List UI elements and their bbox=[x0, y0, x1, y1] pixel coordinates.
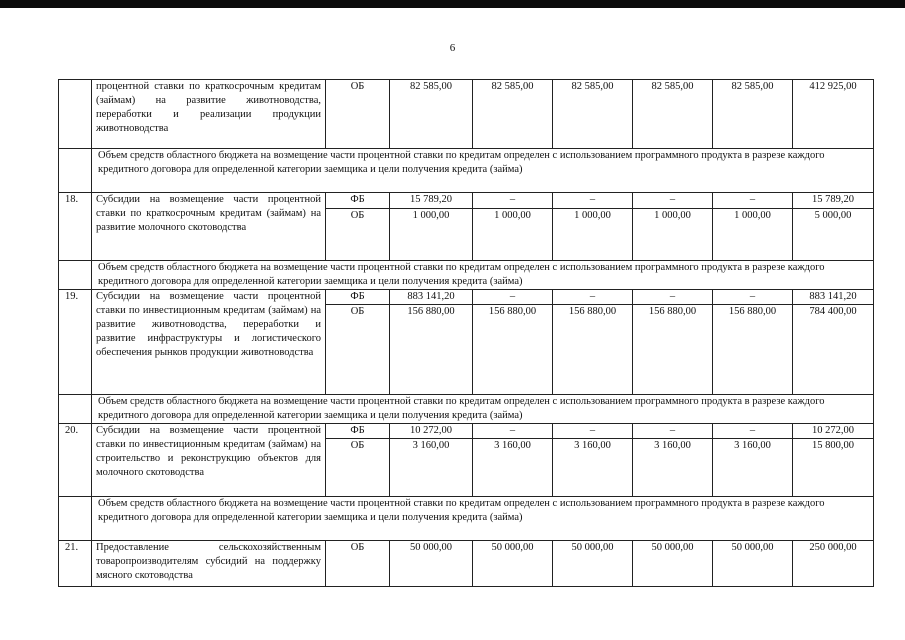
source-fb: ФБ bbox=[326, 290, 390, 305]
value-year-4: – bbox=[633, 424, 713, 439]
value-year-5: 1 000,00 bbox=[713, 209, 793, 261]
source-ob: ОБ bbox=[326, 305, 390, 395]
value-year-5: 82 585,00 bbox=[713, 80, 793, 149]
value-total: 15 789,20 bbox=[793, 193, 874, 209]
row-number: 19. bbox=[59, 290, 92, 395]
value-year-1: 1 000,00 bbox=[390, 209, 473, 261]
value-year-3: 1 000,00 bbox=[553, 209, 633, 261]
value-year-4: – bbox=[633, 193, 713, 209]
value-year-5: 156 880,00 bbox=[713, 305, 793, 395]
row-description: Субсидии на возмещение части процентной ставки по краткосрочным кредитам (займам) на развитие молочного скотоводства bbox=[92, 193, 326, 261]
value-year-3: – bbox=[553, 193, 633, 209]
table-row-19-fb bbox=[59, 290, 874, 305]
row-number bbox=[59, 80, 92, 149]
row-note: Объем средств областного бюджета на возмещение части процентной ставки по кредитам определен с использованием программного продукта в разрезе каждого кредитного договора для определенной категории заемщика и цели получения кредита (займа) bbox=[92, 497, 874, 541]
source-ob: ОБ bbox=[326, 541, 390, 587]
value-year-5: – bbox=[713, 193, 793, 209]
value-year-5: 50 000,00 bbox=[713, 541, 793, 587]
value-year-4: – bbox=[633, 290, 713, 305]
table-row-19-note bbox=[59, 395, 874, 424]
table-row-18-note bbox=[59, 261, 874, 290]
value-year-4: 156 880,00 bbox=[633, 305, 713, 395]
value-total: 5 000,00 bbox=[793, 209, 874, 261]
value-year-3: – bbox=[553, 424, 633, 439]
table-row-17-note bbox=[59, 149, 874, 193]
value-year-3: 156 880,00 bbox=[553, 305, 633, 395]
table-row-21-ob bbox=[59, 541, 874, 587]
value-year-3: – bbox=[553, 290, 633, 305]
value-year-5: – bbox=[713, 290, 793, 305]
value-total: 15 800,00 bbox=[793, 439, 874, 497]
row-number: 21. bbox=[59, 541, 92, 587]
value-total: 10 272,00 bbox=[793, 424, 874, 439]
value-year-2: 50 000,00 bbox=[473, 541, 553, 587]
value-year-4: 1 000,00 bbox=[633, 209, 713, 261]
row-description: Субсидии на возмещение части процентной ставки по инвестиционным кредитам (займам) на развитие животноводства, переработки и развитие инфраструктуры и логистического обеспечения рынков продукции животноводства bbox=[92, 290, 326, 395]
source-fb: ФБ bbox=[326, 193, 390, 209]
value-year-4: 3 160,00 bbox=[633, 439, 713, 497]
value-total: 250 000,00 bbox=[793, 541, 874, 587]
budget-table bbox=[58, 79, 874, 587]
value-year-2: – bbox=[473, 424, 553, 439]
value-year-3: 50 000,00 bbox=[553, 541, 633, 587]
value-year-2: – bbox=[473, 290, 553, 305]
row-description: процентной ставки по краткосрочным кредитам (займам) на развитие животноводства, переработки и реализации продукции животноводства bbox=[92, 80, 326, 149]
value-total: 883 141,20 bbox=[793, 290, 874, 305]
value-total: 784 400,00 bbox=[793, 305, 874, 395]
row-note: Объем средств областного бюджета на возмещение части процентной ставки по кредитам определен с использованием программного продукта в разрезе каждого кредитного договора для определенной категории заемщика и цели получения кредита (займа) bbox=[92, 149, 874, 193]
value-year-1: 3 160,00 bbox=[390, 439, 473, 497]
value-year-1: 50 000,00 bbox=[390, 541, 473, 587]
value-total: 412 925,00 bbox=[793, 80, 874, 149]
table-row-20-fb bbox=[59, 424, 874, 439]
value-year-1: 156 880,00 bbox=[390, 305, 473, 395]
source-fb: ФБ bbox=[326, 424, 390, 439]
value-year-1: 15 789,20 bbox=[390, 193, 473, 209]
row-description: Субсидии на возмещение части процентной ставки по инвестиционным кредитам (займам) на строительство и реконструкцию объектов для молочного скотоводства bbox=[92, 424, 326, 497]
row-description: Предоставление сельскохозяйственным товаропроизводителям субсидий на поддержку мясного скотоводства bbox=[92, 541, 326, 587]
table-row-20-note bbox=[59, 497, 874, 541]
page-top-border bbox=[0, 0, 905, 8]
value-year-2: 156 880,00 bbox=[473, 305, 553, 395]
row-number: 18. bbox=[59, 193, 92, 261]
value-year-3: 82 585,00 bbox=[553, 80, 633, 149]
value-year-4: 50 000,00 bbox=[633, 541, 713, 587]
table-row-17-ob bbox=[59, 80, 874, 149]
table-row-18-fb bbox=[59, 193, 874, 209]
value-year-1: 82 585,00 bbox=[390, 80, 473, 149]
value-year-5: – bbox=[713, 424, 793, 439]
row-number: 20. bbox=[59, 424, 92, 497]
value-year-1: 883 141,20 bbox=[390, 290, 473, 305]
row-note: Объем средств областного бюджета на возмещение части процентной ставки по кредитам определен с использованием программного продукта в разрезе каждого кредитного договора для определенной категории заемщика и цели получения кредита (займа) bbox=[92, 261, 874, 290]
source-ob: ОБ bbox=[326, 80, 390, 149]
value-year-2: – bbox=[473, 193, 553, 209]
source-ob: ОБ bbox=[326, 209, 390, 261]
page-number: 6 bbox=[449, 42, 456, 54]
value-year-4: 82 585,00 bbox=[633, 80, 713, 149]
value-year-3: 3 160,00 bbox=[553, 439, 633, 497]
value-year-2: 3 160,00 bbox=[473, 439, 553, 497]
value-year-2: 82 585,00 bbox=[473, 80, 553, 149]
source-ob: ОБ bbox=[326, 439, 390, 497]
value-year-1: 10 272,00 bbox=[390, 424, 473, 439]
value-year-2: 1 000,00 bbox=[473, 209, 553, 261]
value-year-5: 3 160,00 bbox=[713, 439, 793, 497]
row-note: Объем средств областного бюджета на возмещение части процентной ставки по кредитам определен с использованием программного продукта в разрезе каждого кредитного договора для определенной категории заемщика и цели получения кредита (займа) bbox=[92, 395, 874, 424]
